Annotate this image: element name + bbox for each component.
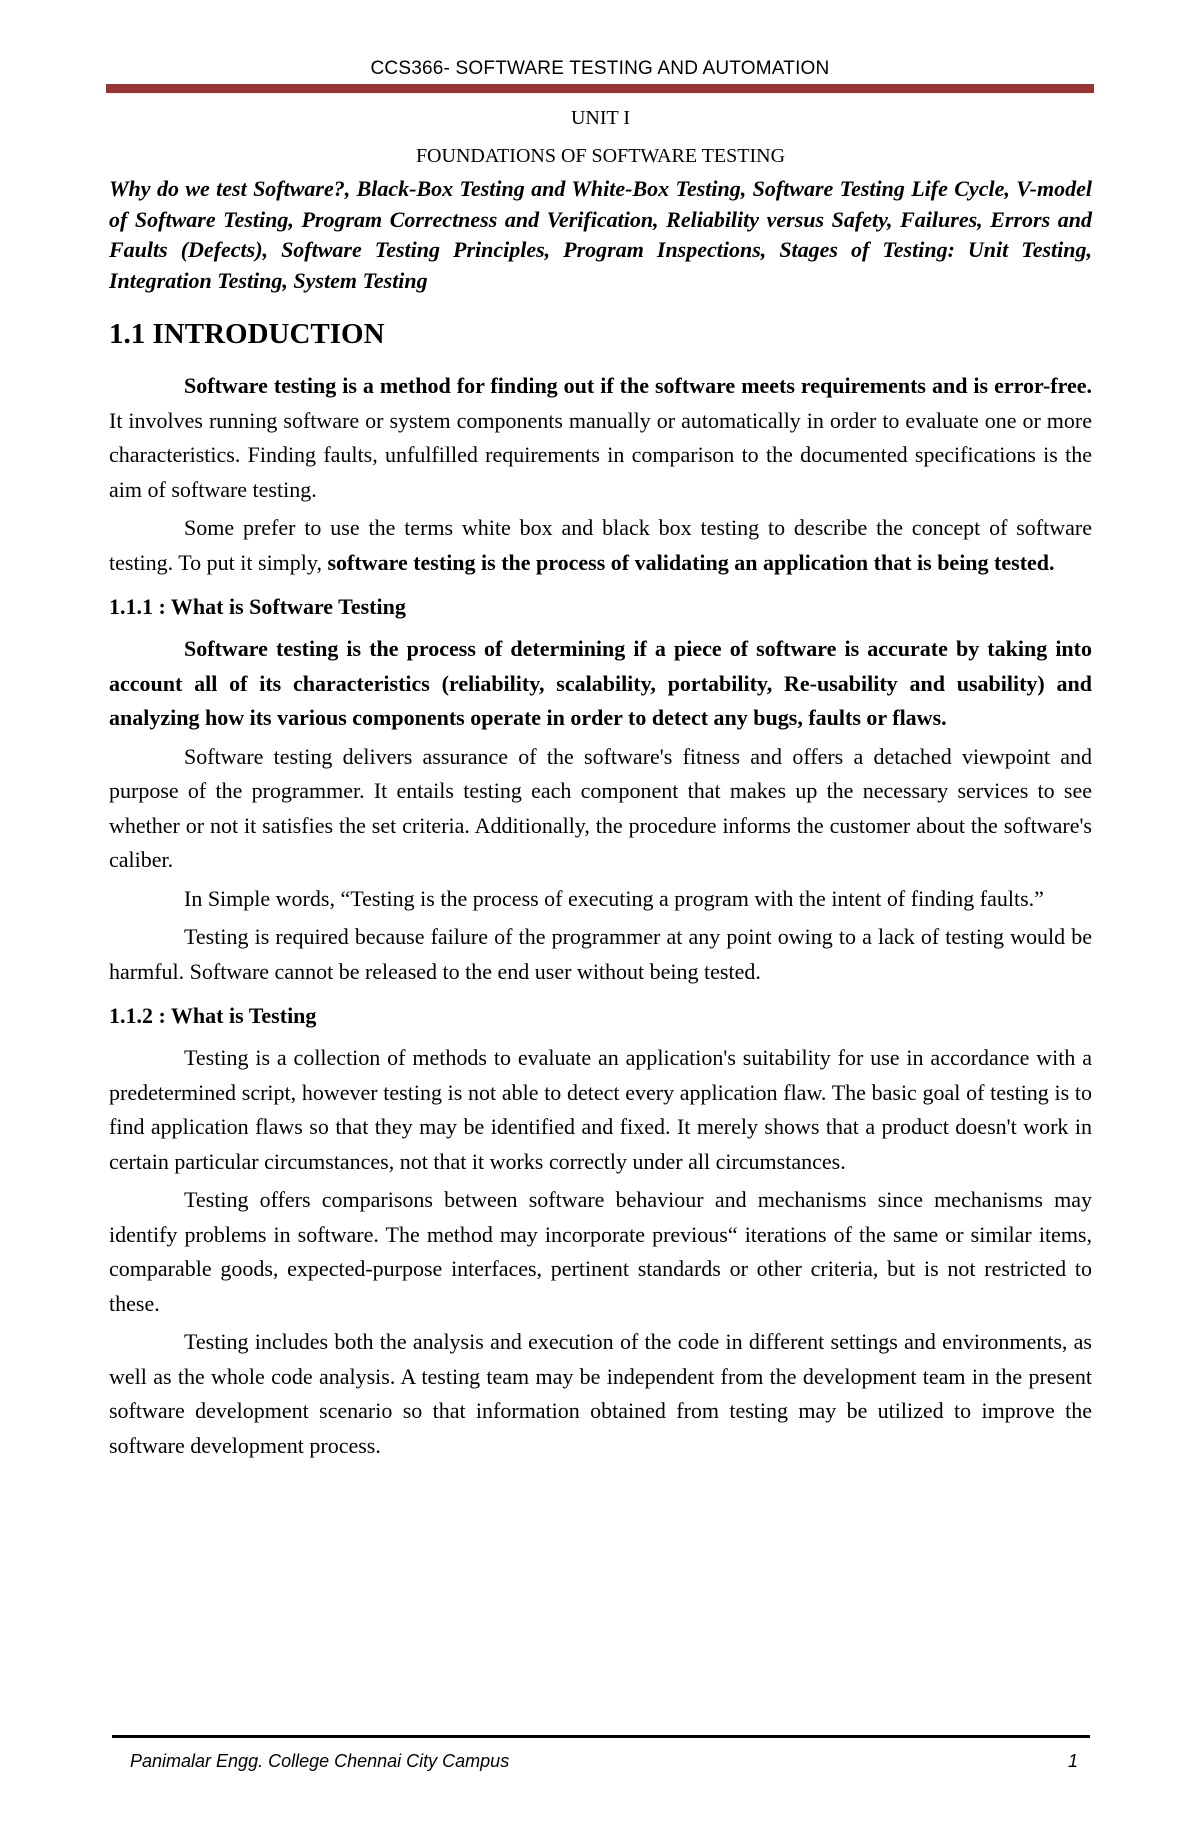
- paragraph-introduction-1: [109, 369, 1092, 507]
- paragraph-introduction-2: [109, 511, 1092, 580]
- paragraph-testing-2: Testing offers comparisons between software behaviour and mechanisms since mechanisms may identify problems in software. The method may incorporate previous“ iterations of the same or similar items, comparable goods, expected-purpose interfaces, pertinent standards or other criteria, but is not restricted to these.: [109, 1187, 1092, 1316]
- bold-definition: Software testing is a method for finding out if the software meets requirements and is error-free.: [184, 373, 1092, 398]
- paragraph-software-testing-3: In Simple words, “Testing is the process of executing a program with the intent of finding faults.”: [184, 885, 1044, 911]
- page-footer: [130, 1751, 1078, 1781]
- paragraph-text: It involves running software or system components manually or automatically in order to evaluate one or more characteristics. Finding faults, unfulfilled requirements in comparison to the documented specifications is the aim of software testing.: [109, 407, 1092, 502]
- paragraph-text: Some prefer to use the terms white box and black box testing to describe the concept of software testing. To put it simply,: [109, 515, 1092, 575]
- page-number: 1: [1067, 1751, 1078, 1771]
- syllabus-topics: Why do we test Software?, Black-Box Testing and White-Box Testing, Software Testing Life Cycle, V-model of Software Testing, Program Correctness and Verification, Reliability versus Safety, Failures, Errors and Faults (Defects), Software Testing Principles, Program Inspections, Stages of Testing: Unit Testing, Integration Testing, System Testing: [109, 176, 1092, 293]
- paragraph-software-testing-2: Software testing delivers assurance of the software's fitness and offers a detached viewpoint and purpose of the programmer. It entails testing each component that makes up the necessary services to see whether or not it satisfies the set criteria. Additionally, the procedure informs the customer about the software's caliber.: [109, 743, 1092, 872]
- section-heading-what-is-testing: 1.1.2 : What is Testing: [109, 1003, 317, 1028]
- unit-title: FOUNDATIONS OF SOFTWARE TESTING: [415, 145, 786, 167]
- section-heading-what-is-software-testing: 1.1.1 : What is Software Testing: [109, 594, 406, 619]
- header-rule: [106, 84, 1094, 93]
- section-heading-introduction: 1.1 INTRODUCTION: [109, 318, 385, 350]
- paragraph-testing-3: Testing includes both the analysis and execution of the code in different settings and environments, as well as the whole code analysis. A testing team may be independent from the development team in the present software development scenario so that information obtained from testing may be utilized to improve the software development process.: [109, 1329, 1092, 1458]
- paragraph-software-testing-definition: Software testing is the process of determining if a piece of software is accurate by taking into account all of its characteristics (reliability, scalability, portability, Re-usability and usability) and analyzing how its various components operate in order to detect any bugs, faults or flaws.: [109, 636, 1092, 730]
- unit-label: UNIT I: [570, 107, 631, 129]
- footer-rule: [112, 1735, 1090, 1738]
- bold-definition: software testing is the process of validating an application that is being tested.: [327, 549, 1055, 575]
- paragraph-testing-1: Testing is a collection of methods to evaluate an application's suitability for use in accordance with a predetermined script, however testing is not able to detect every application flaw. The basic goal of testing is to find application flaws so that they may be identified and fixed. It merely shows that a product doesn't work in certain particular circumstances, not that it works correctly under all circumstances.: [109, 1045, 1092, 1174]
- running-header-title: CCS366- SOFTWARE TESTING AND AUTOMATION: [370, 58, 830, 79]
- footer-college-name: Panimalar Engg. College Chennai City Campus: [130, 1751, 510, 1771]
- paragraph-software-testing-4: Testing is required because failure of the programmer at any point owing to a lack of testing would be harmful. Software cannot be released to the end user without being tested.: [109, 924, 1092, 984]
- page-content: [109, 104, 1092, 1467]
